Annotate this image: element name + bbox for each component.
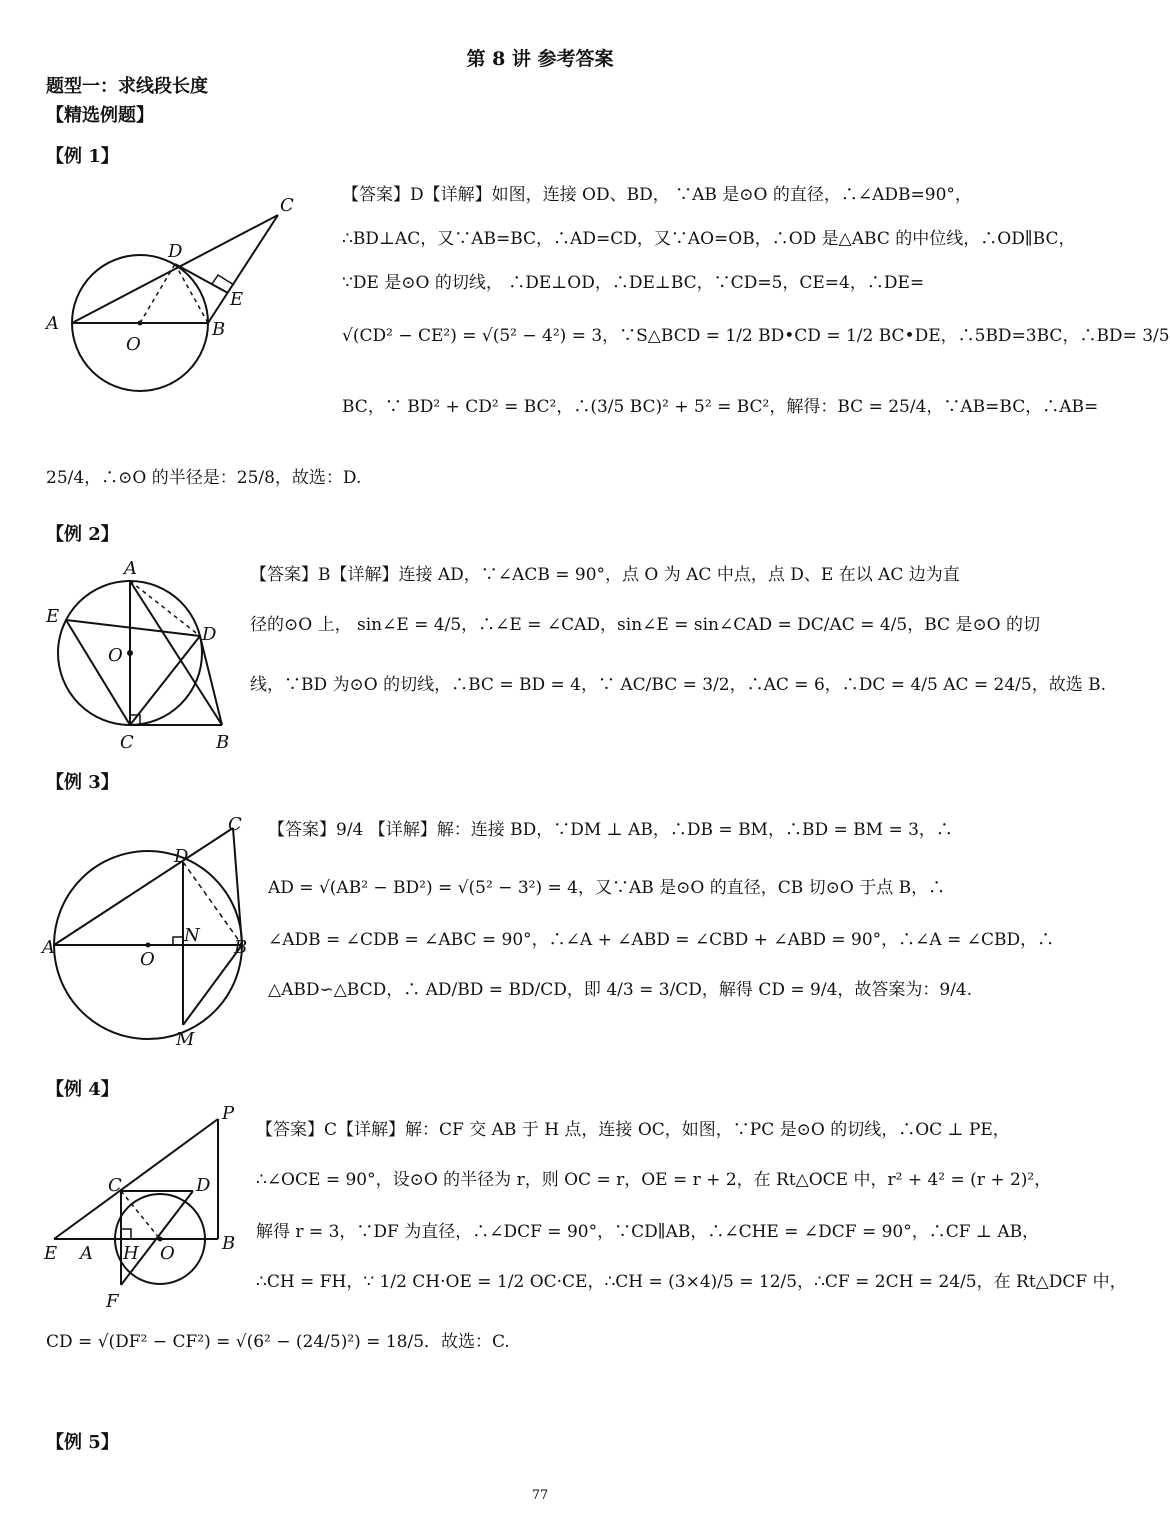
example-4-line-4: ∴CH = FH，∵ 1/2 CH·OE = 1/2 OC·CE，∴CH = (3×4)/5 = 12/5，∴CF = 2CH = 24/5，在 Rt△DCF 中， xyxy=(256,1272,1127,1292)
example-3-line-1: 【答案】9/4 【详解】解：连接 BD，∵DM ⊥ AB，∴DB = BM，∴BD = BM = 3，∴ xyxy=(268,820,953,840)
fig4-label-d: D xyxy=(196,1175,211,1196)
example-4-line-3: 解得 r = 3，∵DF 为直径，∴∠DCF = 90°，∵CD∥AB，∴∠CHE = ∠DCF = 90°，∴CF ⊥ AB， xyxy=(256,1222,1040,1242)
example-4-line-5: CD = √(DF² − CF²) = √(6² − (24/5)²) = 18/5．故选：C. xyxy=(46,1332,510,1352)
example-1-line-1: 【答案】D【详解】如图，连接 OD、BD， ∵AB 是⊙O 的直径，∴∠ADB=90°， xyxy=(342,185,972,205)
fig3-label-o: O xyxy=(140,949,155,970)
example-4-figure xyxy=(40,1105,250,1315)
example-4-line-1: 【答案】C【详解】解：CF 交 AB 于 H 点，连接 OC，如图，∵PC 是⊙O 的切线，∴OC ⊥ PE， xyxy=(256,1120,1010,1140)
fig3-label-c: C xyxy=(228,814,242,835)
example-3-label: 【例 3】 xyxy=(46,772,119,793)
example-3-line-2: AD = √(AB² − BD²) = √(5² − 3²) = 4，又∵AB 是⊙O 的直径，CB 切⊙O 于点 B，∴ xyxy=(268,878,946,898)
example-1-line-5: BC，∵ BD² + CD² = BC²，∴(3/5 BC)² + 5² = BC²，解得：BC = 25/4，∵AB=BC，∴AB= xyxy=(342,397,1099,417)
example-4-line-2: ∴∠OCE = 90°，设⊙O 的半径为 r，则 OC = r，OE = r + 2，在 Rt△OCE 中，r² + 4² = (r + 2)²， xyxy=(256,1170,1052,1190)
fig2-label-b: B xyxy=(216,732,230,753)
fig1-label-e: E xyxy=(230,289,244,310)
fig1-label-c: C xyxy=(280,195,294,216)
fig4-label-a: A xyxy=(80,1243,93,1264)
fig1-label-d: D xyxy=(168,241,183,262)
example-1-figure xyxy=(40,185,310,415)
fig3-label-m: M xyxy=(176,1029,195,1050)
example-2-line-3: 线，∵BD 为⊙O 的切线，∴BC = BD = 4，∵ AC/BC = 3/2，∴AC = 6，∴DC = 4/5 AC = 24/5，故选 B. xyxy=(250,675,1107,695)
fig4-label-o: O xyxy=(160,1243,175,1264)
fig2-label-o: O xyxy=(108,645,123,666)
example-1-line-2: ∴BD⊥AC，又∵AB=BC，∴AD=CD，又∵AO=OB，∴OD 是△ABC 的中位线，∴OD∥BC， xyxy=(342,229,1076,249)
fig2-label-e: E xyxy=(46,606,60,627)
fig2-label-c: C xyxy=(120,732,134,753)
example-1-line-6: 25/4，∴⊙O 的半径是：25/8，故选：D. xyxy=(46,468,362,488)
fig4-label-e: E xyxy=(44,1243,58,1264)
example-3-figure xyxy=(40,810,260,1050)
fig1-label-a: A xyxy=(46,313,59,334)
fig1-label-b: B xyxy=(212,319,226,340)
example-1-line-3: ∵DE 是⊙O 的切线， ∴DE⊥OD，∴DE⊥BC，∵CD=5，CE=4，∴DE= xyxy=(342,273,925,293)
fig3-label-b: B xyxy=(234,937,248,958)
fig2-label-a: A xyxy=(124,558,137,579)
fig3-label-d: D xyxy=(174,846,189,867)
fig3-label-a: A xyxy=(42,937,55,958)
fig4-label-c: C xyxy=(108,1175,122,1196)
fig4-label-p: P xyxy=(222,1103,235,1124)
example-4-label: 【例 4】 xyxy=(46,1079,119,1100)
example-2-label: 【例 2】 xyxy=(46,524,119,545)
subsection-title: 【精选例题】 xyxy=(46,105,154,126)
fig2-label-d: D xyxy=(202,624,217,645)
fig4-label-b: B xyxy=(222,1233,236,1254)
fig1-label-o: O xyxy=(126,334,141,355)
example-3-line-4: △ABD∽△BCD，∴ AD/BD = BD/CD，即 4/3 = 3/CD，解得 CD = 9/4，故答案为：9/4. xyxy=(268,980,973,1000)
page-title: 第 8 讲 参考答案 xyxy=(466,48,614,70)
example-1-line-4: √(CD² − CE²) = √(5² − 4²) = 3，∵S△BCD = 1/2 BD•CD = 1/2 BC•DE，∴5BD=3BC，∴BD= 3/5 xyxy=(342,326,1170,346)
example-2-line-1: 【答案】B【详解】连接 AD，∵∠ACB = 90°，点 O 为 AC 中点，点 D、E 在以 AC 边为直 xyxy=(250,565,960,585)
example-5-label: 【例 5】 xyxy=(46,1432,119,1453)
fig3-label-n: N xyxy=(184,925,200,946)
example-2-line-2: 径的⊙O 上， sin∠E = 4/5，∴∠E = ∠CAD，sin∠E = sin∠CAD = DC/AC = 4/5，BC 是⊙O 的切 xyxy=(250,615,1041,635)
page-number: 77 xyxy=(531,1488,549,1503)
section-title: 题型一：求线段长度 xyxy=(46,76,208,97)
example-1-label: 【例 1】 xyxy=(46,146,119,167)
fig4-label-h: H xyxy=(123,1243,139,1264)
example-2-figure xyxy=(40,558,250,753)
fig4-label-f: F xyxy=(106,1291,119,1312)
example-3-line-3: ∠ADB = ∠CDB = ∠ABC = 90°，∴∠A + ∠ABD = ∠CBD + ∠ABD = 90°，∴∠A = ∠CBD，∴ xyxy=(268,930,1055,950)
